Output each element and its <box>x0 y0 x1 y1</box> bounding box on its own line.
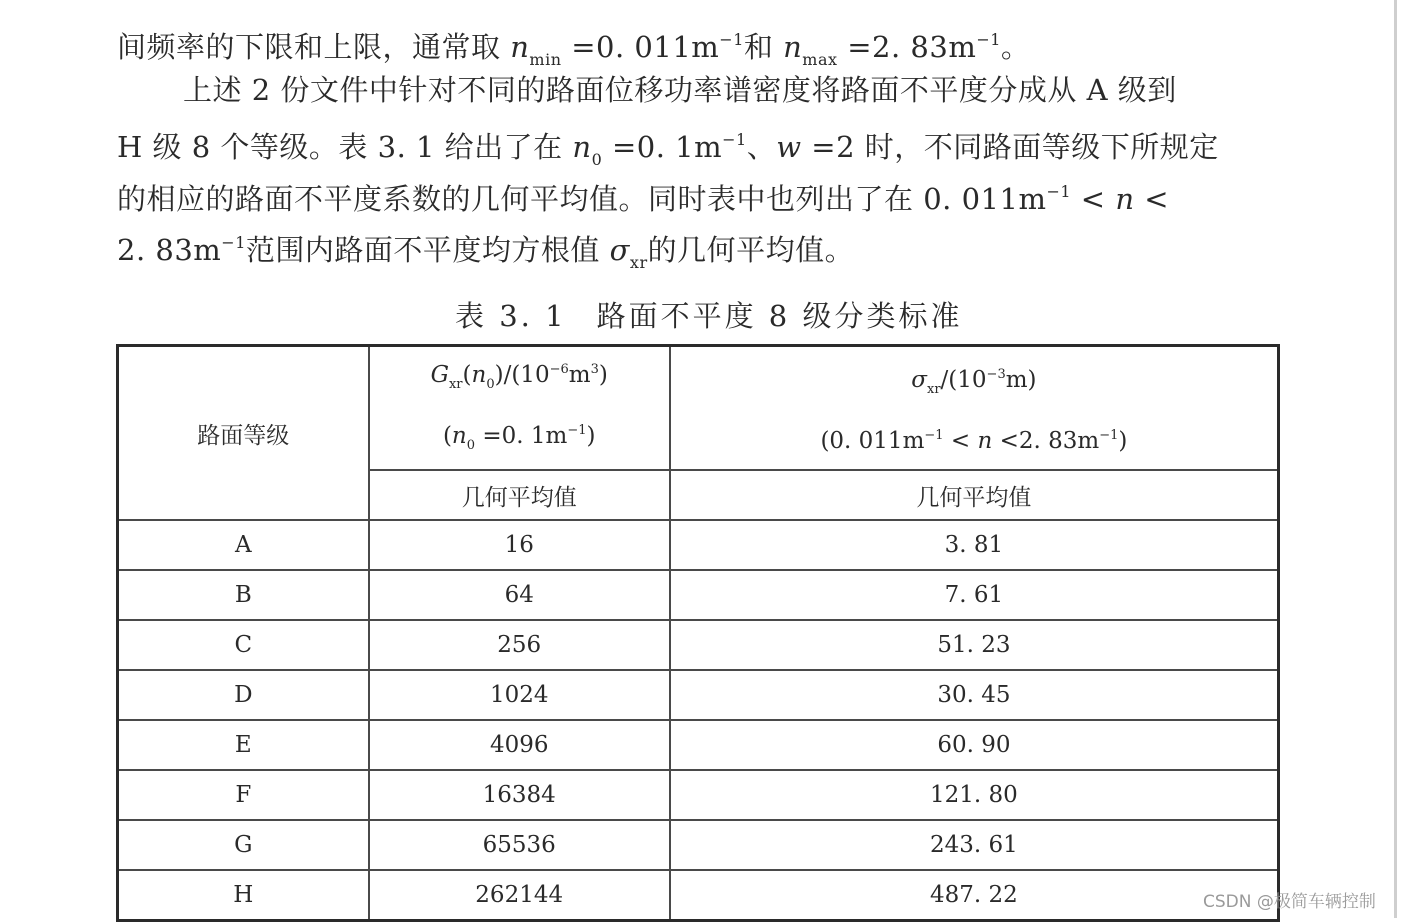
exponent: −3 <box>986 367 1006 382</box>
table-row <box>118 620 1279 670</box>
text-run: ( <box>462 362 472 388</box>
table-caption <box>455 294 962 335</box>
exponent: −1 <box>924 428 944 443</box>
paragraph-line-5 <box>117 225 854 281</box>
subscript-min: min <box>529 50 562 69</box>
text-run: 2. 83m <box>117 233 222 267</box>
text-run: < <box>1134 182 1170 216</box>
text-run: H 级 8 个等级。表 3. 1 给出了在 <box>117 130 573 164</box>
cell-sigma: 51. 23 <box>670 620 1279 670</box>
cell-sigma: 243. 61 <box>670 820 1279 870</box>
exponent: −1 <box>722 130 747 149</box>
table-row <box>118 870 1279 921</box>
header-sigma-line-2 <box>671 413 1277 464</box>
header-road-grade: 路面等级 <box>118 346 369 521</box>
cell-grade: H <box>118 870 369 921</box>
var-n: n <box>451 423 467 449</box>
text-run: < <box>1071 182 1116 216</box>
var-sigma: σ <box>609 233 630 267</box>
subscript-xr: xr <box>448 377 463 392</box>
exponent: −1 <box>976 30 1001 49</box>
cell-gxr: 4096 <box>369 720 670 770</box>
text-run: =2 时，不同路面等级下所规定 <box>801 130 1219 164</box>
subheader-gxr-geo-mean: 几何平均值 <box>369 470 670 520</box>
text-run: 的相应的路面不平度系数的几何平均值。同时表中也列出了在 0. 011m <box>117 182 1047 216</box>
table-row <box>118 820 1279 870</box>
header-sigma-xr <box>670 346 1279 471</box>
var-w: w <box>776 130 802 164</box>
header-gxr <box>369 346 670 471</box>
page-edge-shadow <box>1394 0 1397 918</box>
text-run: 。 <box>1000 30 1031 64</box>
text-run: =0. 011m <box>561 30 720 64</box>
var-n: n <box>1115 182 1135 216</box>
text-run: (0. 011m <box>820 428 925 454</box>
var-n: n <box>977 428 993 454</box>
table-row <box>118 770 1279 820</box>
exponent: −1 <box>567 423 587 438</box>
subscript-0: 0 <box>591 150 603 169</box>
table-row <box>118 570 1279 620</box>
var-n: n <box>471 362 487 388</box>
cell-gxr: 262144 <box>369 870 670 921</box>
cell-grade: A <box>118 520 369 570</box>
table-header-row <box>118 346 1279 471</box>
subscript-xr: xr <box>629 253 648 272</box>
cell-gxr: 16 <box>369 520 670 570</box>
cell-sigma: 3. 81 <box>670 520 1279 570</box>
paragraph-line-1 <box>117 22 1030 78</box>
cell-gxr: 65536 <box>369 820 670 870</box>
cell-gxr: 64 <box>369 570 670 620</box>
header-sigma-line-1 <box>671 352 1277 413</box>
cell-sigma: 30. 45 <box>670 670 1279 720</box>
text-run: =0. 1m <box>475 423 568 449</box>
text-run: ( <box>442 423 452 449</box>
paragraph-line-3 <box>117 122 1219 178</box>
table-row <box>118 520 1279 570</box>
table-number: 表 3. 1 <box>455 299 567 333</box>
cell-gxr: 1024 <box>369 670 670 720</box>
table-row <box>118 670 1279 720</box>
exponent: 3 <box>590 362 599 377</box>
subscript-max: max <box>802 50 838 69</box>
text-run: ) <box>598 362 608 388</box>
text-run: 范围内路面不平度均方根值 <box>245 233 610 267</box>
cell-gxr: 256 <box>369 620 670 670</box>
text-run: < <box>943 428 978 454</box>
cell-gxr: 16384 <box>369 770 670 820</box>
cell-grade: F <box>118 770 369 820</box>
text-run: 和 <box>743 30 784 64</box>
exponent: −1 <box>221 233 246 252</box>
table-title: 路面不平度 8 级分类标准 <box>596 299 963 333</box>
cell-grade: C <box>118 620 369 670</box>
exponent: −1 <box>1099 428 1119 443</box>
text-run: ) <box>1118 428 1128 454</box>
header-gxr-line-2 <box>370 408 669 469</box>
cell-sigma: 121. 80 <box>670 770 1279 820</box>
text-run: =0. 1m <box>602 130 723 164</box>
exponent: −1 <box>1046 182 1072 201</box>
cell-sigma: 7. 61 <box>670 570 1279 620</box>
var-n: n <box>510 30 530 64</box>
text-run: =2. 83m <box>837 30 977 64</box>
text-run: 、 <box>746 130 777 164</box>
var-sigma: σ <box>911 367 927 393</box>
cell-grade: E <box>118 720 369 770</box>
var-n: n <box>783 30 803 64</box>
text-run: 的几何平均值。 <box>647 233 855 267</box>
subscript-xr: xr <box>927 382 941 397</box>
subheader-sigma-geo-mean: 几何平均值 <box>670 470 1279 520</box>
var-g: G <box>430 362 449 388</box>
text-run: 间频率的下限和上限，通常取 <box>117 30 511 64</box>
cell-grade: B <box>118 570 369 620</box>
cell-sigma: 60. 90 <box>670 720 1279 770</box>
cell-grade: D <box>118 670 369 720</box>
cell-sigma: 487. 22 <box>670 870 1279 921</box>
cell-grade: G <box>118 820 369 870</box>
header-gxr-line-1 <box>370 347 669 408</box>
text-run: <2. 83m <box>992 428 1100 454</box>
text-run: m) <box>1005 367 1037 393</box>
table-row <box>118 720 1279 770</box>
subscript-0: 0 <box>466 438 476 453</box>
exponent: −1 <box>719 30 744 49</box>
text-run: m <box>568 362 591 388</box>
text-run: ) <box>586 423 596 449</box>
text-run: )/(10 <box>494 362 550 388</box>
text-run: /(10 <box>940 367 987 393</box>
var-n: n <box>572 130 592 164</box>
paragraph-line-2: 上述 2 份文件中针对不同的路面位移功率谱密度将路面不平度分成从 A 级到 <box>183 73 1177 107</box>
exponent: −6 <box>549 362 569 377</box>
paragraph-line-4 <box>117 174 1169 217</box>
csdn-watermark: CSDN @极简车辆控制 <box>1203 892 1376 912</box>
subscript-0: 0 <box>486 377 495 392</box>
road-roughness-table <box>116 344 1280 922</box>
